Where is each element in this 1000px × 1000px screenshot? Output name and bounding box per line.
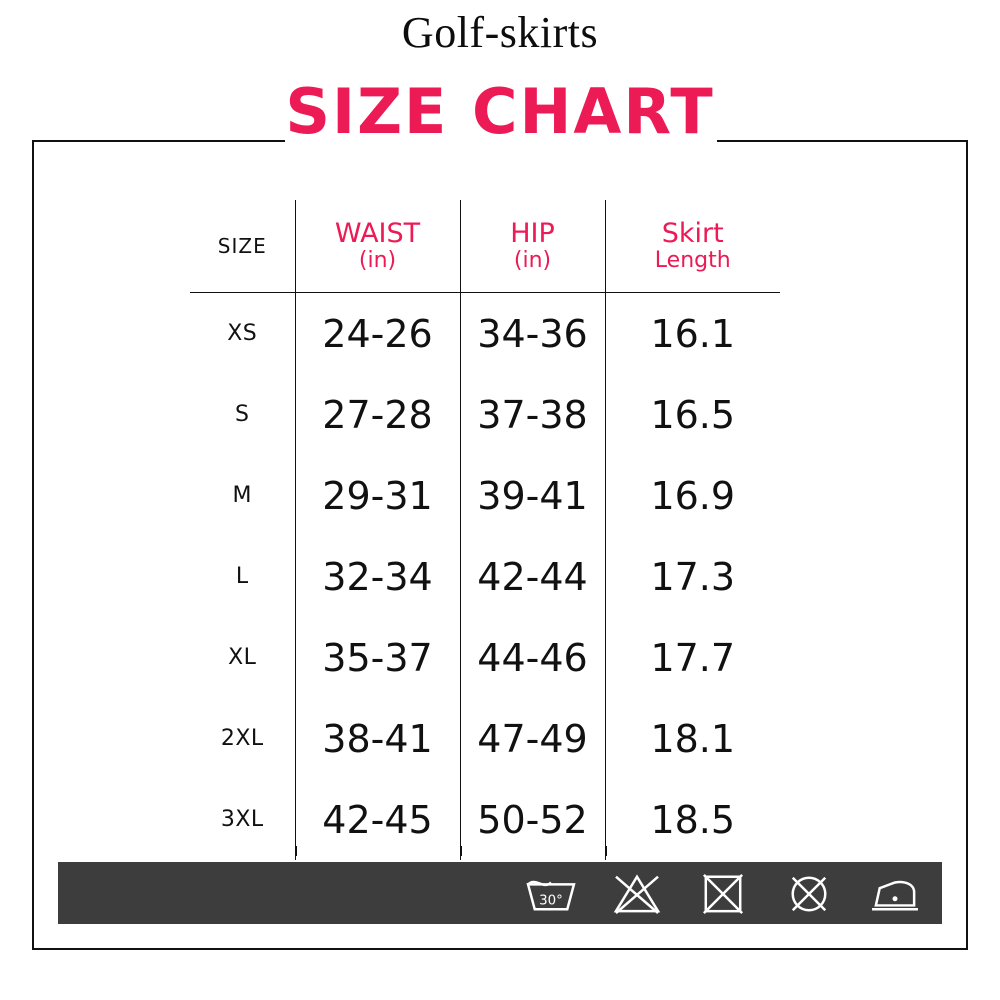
do-not-tumble-dry-icon (694, 871, 752, 915)
column-header-length-label: Skirt (661, 217, 724, 249)
cell-hip: 37-38 (460, 374, 605, 455)
cell-length: 16.5 (605, 374, 780, 455)
cell-hip: 42-44 (460, 536, 605, 617)
column-header-size-label: SIZE (217, 233, 267, 258)
column-header-hip-unit: (in) (513, 247, 552, 273)
wash-30-degrees-icon (522, 871, 580, 915)
table-row (190, 698, 780, 779)
column-header-waist-unit: (in) (358, 247, 397, 273)
table-body (190, 293, 780, 861)
size-table (190, 200, 780, 860)
page-title: Golf-skirts (401, 8, 599, 57)
cell-hip: 34-36 (460, 293, 605, 375)
cell-length: 16.1 (605, 293, 780, 375)
table-row (190, 779, 780, 860)
cell-size: XL (228, 645, 257, 670)
column-header-length (605, 200, 780, 293)
column-header-length-unit: Length (654, 247, 731, 273)
column-header-hip-label: HIP (510, 217, 555, 249)
column-header-waist (295, 200, 460, 293)
cell-size: 3XL (220, 807, 264, 832)
cell-hip: 47-49 (460, 698, 605, 779)
do-not-dry-clean-icon (780, 871, 838, 915)
cell-length: 16.9 (605, 455, 780, 536)
column-header-size (190, 200, 295, 293)
care-instructions-bar (58, 862, 942, 924)
table-header-row (190, 200, 780, 293)
size-table-container (190, 200, 780, 860)
cell-waist: 35-37 (295, 617, 460, 698)
table-row (190, 536, 780, 617)
table-tick-mark (605, 846, 607, 856)
cell-waist: 27-28 (295, 374, 460, 455)
table-row (190, 617, 780, 698)
iron-low-heat-icon (866, 871, 924, 915)
cell-size: XS (227, 321, 258, 346)
size-chart-heading: SIZE CHART (285, 75, 715, 148)
do-not-bleach-icon (608, 871, 666, 915)
cell-size: 2XL (220, 726, 264, 751)
table-row (190, 455, 780, 536)
cell-hip: 44-46 (460, 617, 605, 698)
cell-waist: 24-26 (295, 293, 460, 375)
cell-waist: 42-45 (295, 779, 460, 860)
column-header-hip (460, 200, 605, 293)
table-row (190, 293, 780, 375)
cell-length: 17.3 (605, 536, 780, 617)
cell-waist: 38-41 (295, 698, 460, 779)
cell-length: 18.5 (605, 779, 780, 860)
cell-length: 17.7 (605, 617, 780, 698)
column-header-waist-label: WAIST (334, 217, 421, 249)
cell-length: 18.1 (605, 698, 780, 779)
cell-size: M (232, 483, 252, 508)
svg-text:30°: 30° (539, 893, 563, 909)
cell-hip: 39-41 (460, 455, 605, 536)
table-header (190, 200, 780, 293)
table-tick-mark (295, 846, 297, 856)
cell-size: S (235, 402, 250, 427)
table-tick-mark (460, 846, 462, 856)
table-row (190, 374, 780, 455)
care-icon-group (522, 871, 924, 915)
cell-waist: 32-34 (295, 536, 460, 617)
cell-hip: 50-52 (460, 779, 605, 860)
cell-size: L (235, 564, 249, 589)
cell-waist: 29-31 (295, 455, 460, 536)
